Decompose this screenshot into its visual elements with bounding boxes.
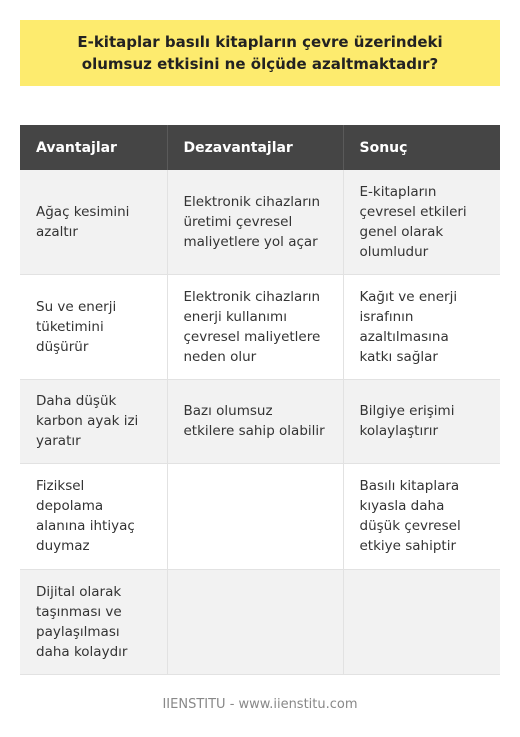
table-row [20, 463, 500, 569]
table-cell: E-kitapların çevresel etkileri genel olarak olumludur [343, 170, 500, 274]
table-cell: Fiziksel depolama alanına ihtiyaç duymaz [20, 463, 167, 569]
table-cell: Kağıt ve enerji israfının azaltılmasına katkı sağlar [343, 274, 500, 379]
page-title: E-kitaplar basılı kitapların çevre üzerindeki olumsuz etkisini ne ölçüde azaltmaktadır? [77, 33, 443, 73]
header-result: Sonuç [343, 125, 500, 170]
table-cell: Basılı kitaplara kıyasla daha düşük çevresel etkiye sahiptir [343, 463, 500, 569]
table-cell: Ağaç kesimini azaltır [20, 170, 167, 274]
table-cell: Elektronik cihazların enerji kullanımı çevresel maliyetlere neden olur [167, 274, 343, 379]
table-cell: Bilgiye erişimi kolaylaştırır [343, 379, 500, 463]
table-row [20, 274, 500, 379]
footer-credit: IIENSTITU - www.iienstitu.com [162, 697, 358, 712]
table-row [20, 569, 500, 674]
table-cell: Dijital olarak taşınması ve paylaşılması daha kolaydır [20, 569, 167, 674]
header-advantages: Avantajlar [20, 125, 167, 170]
title-banner [20, 20, 500, 86]
table-cell: Bazı olumsuz etkilere sahip olabilir [167, 379, 343, 463]
table-row [20, 170, 500, 274]
comparison-table [20, 125, 500, 675]
table-cell [343, 569, 500, 674]
table-cell: Su ve enerji tüketimini düşürür [20, 274, 167, 379]
table-cell [167, 569, 343, 674]
table-row [20, 379, 500, 463]
table-header-row [20, 125, 500, 170]
table-cell [167, 463, 343, 569]
table-cell: Elektronik cihazların üretimi çevresel maliyetlere yol açar [167, 170, 343, 274]
table-cell: Daha düşük karbon ayak izi yaratır [20, 379, 167, 463]
header-disadvantages: Dezavantajlar [167, 125, 343, 170]
